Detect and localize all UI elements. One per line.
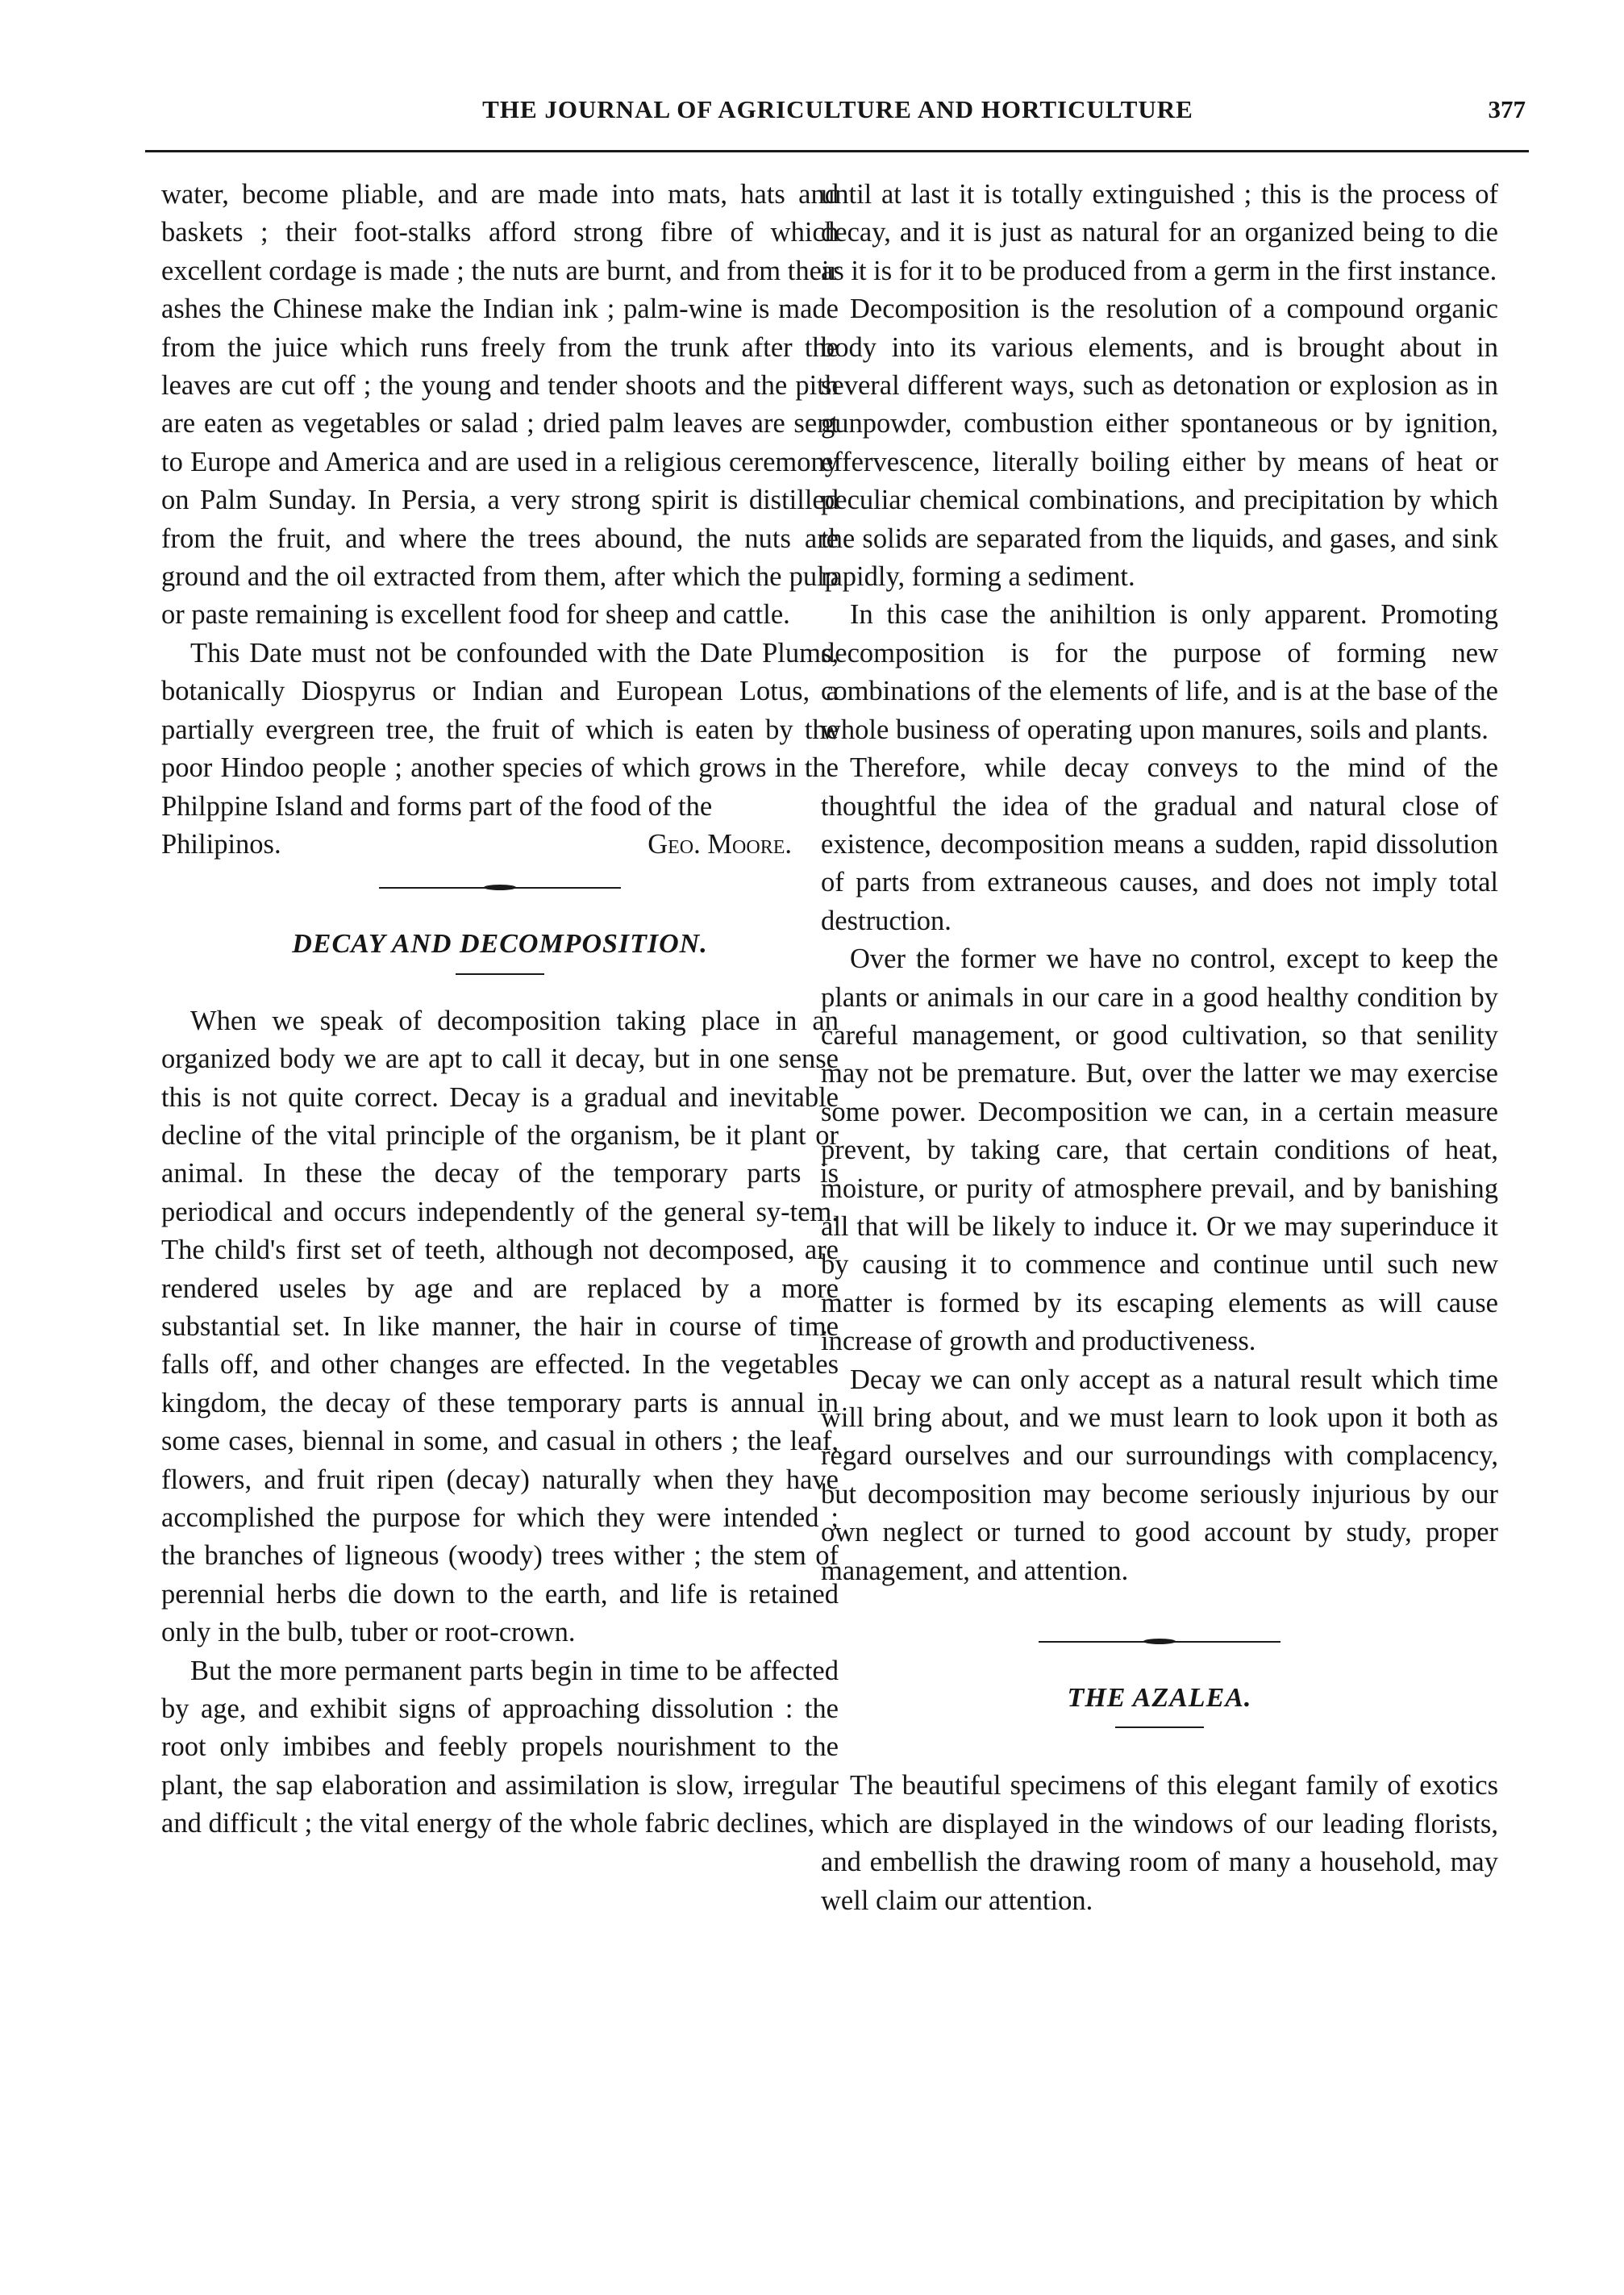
date-palm-continued-paragraph: water, become pliable, and are made into mats, hats and baskets ; their foot-stalks afford strong fibre of which excellent cordage is made ; the nuts are burnt, and from their ashes the Chinese make the Indian ink ; palm-wine is made from the juice which runs freely from the trunk after the leaves are cut off ; the young and tender shoots and the pith are eaten as vegetables or salad ; dried palm leaves are sent to Europe and America and are used in a religious ceremony on Palm Sunday. In Persia, a very strong spirit is distilled from the fruit, and where the trees abound, the nuts are ground and the oil extracted from them, after which the pulp or paste remaining is excellent food for sheep and cattle. xyxy=(161,179,839,631)
therefore-paragraph: Therefore, while decay conveys to the mind of the thoughtful the idea of the gradual and natural close of existence, decomposition means a sudden, rapid dissolution of parts from extraneous causes, and does not imply total destruction. xyxy=(821,752,1498,936)
azalea-section-title: THE AZALEA. xyxy=(1067,1683,1252,1714)
title-rule xyxy=(1115,1726,1204,1728)
section-ornament xyxy=(379,885,621,891)
natural-result-paragraph: Decay we can only accept as a natural result which time will bring about, and we must learn to look upon it both as regard ourselves and our surroundings with complacency, but decomposition may become seriously injurious by our own neglect or turned to good account by study, proper management, and attention. xyxy=(821,1364,1498,1586)
annihilation-paragraph: In this case the anihiltion is only apparent. Promoting decomposition is for the purpose of forming new combinations of the elements of life, and is at the base of the whole business of operating upon manures, soils and plants. xyxy=(821,599,1498,745)
control-paragraph: Over the former we have no control, except to keep the plants or animals in our care in a good healthy condition by careful management, or good cultivation, so that senility may not be premature. But, over the latter we may exercise some power. Decomposition we can, in a certain measure prevent, by taking care, that certain conditions of heat, moisture, or purity of atmosphere prevail, and by banishing all that will be likely to induce it. Or we may superinduce it by causing it to commence and continue until such new matter is formed by its escaping elements as will cause increase of growth and productiveness. xyxy=(821,943,1498,1357)
title-rule xyxy=(456,973,544,975)
author-signature: Geo. Moore. xyxy=(648,828,792,860)
decay-continued-paragraph: until at last it is totally extinguished ; this is the process of decay, and it is just as natural for an organized being to die as it is for it to be produced from a germ in the first instance. xyxy=(821,179,1498,286)
running-head xyxy=(150,95,1526,144)
decomposition-paragraph: Decomposition is the resolution of a compound organic body into its various elements, and is brought about in several different ways, such as detonation or explosion as in gunpowder, combustion either spontaneous or by ignition, effervescence, literally boiling either by means of heat or peculiar chemical combinations, and precipitation by which the solids are separated from the liquids, and gases, and sink rapidly, forming a sediment. xyxy=(821,294,1498,593)
date-plums-paragraph: This Date must not be confounded with the Date Plums, botanically Diospyrus or Indian and European Lotus, a partially evergreen tree, the fruit of which is eaten by the poor Hindoo people ; another species of which grows in the Philppine Island and forms part of the food of the xyxy=(161,637,839,822)
right-column xyxy=(821,176,1498,1920)
left-column xyxy=(161,176,839,1843)
signature-line xyxy=(161,826,839,864)
journal-title: THE JOURNAL OF AGRICULTURE AND HORTICULTURE xyxy=(482,95,1193,123)
page-number: 377 xyxy=(1488,95,1526,123)
decay-paragraph-2: But the more permanent parts begin in time to be affected by age, and exhibit signs of approaching dissolution : the root only imbibes and feebly propels nourishment to the plant, the sap elaboration and assimilation is slow, irregular and difficult ; the vital energy of the whole fabric declines, xyxy=(161,1655,839,1839)
signature-last-line: Philipinos. xyxy=(161,828,281,860)
decay-section-title: DECAY AND DECOMPOSITION. xyxy=(292,929,708,960)
decay-paragraph-1: When we speak of decomposition taking place in an organized body we are apt to call it decay, but in one sense this is not quite correct. Decay is a gradual and inevitable decline of the vital principle of the organism, be it plant or animal. In these the decay of the temporary parts is periodical and occurs independently of the general sy-tem. The child's first set of teeth, although not decomposed, are rendered useles by age and are replaced by a more substantial set. In like manner, the hair in course of time falls off, and other changes are effected. In the vegetables kingdom, the decay of these temporary parts is annual in some cases, biennal in some, and casual in others ; the leaf, flowers, and fruit ripen (decay) naturally when they have accomplished the purpose for which they were intended ; the branches of ligneous (woody) trees wither ; the stem of perennial herbs die down to the earth, and life is retained only in the bulb, tuber or root-crown. xyxy=(161,1005,839,1648)
azalea-paragraph: The beautiful specimens of this elegant family of exotics which are displayed in the windows of our leading florists, and embellish the drawing room of many a household, may well claim our attention. xyxy=(821,1770,1498,1916)
section-ornament xyxy=(1039,1639,1280,1645)
header-rule xyxy=(145,150,1529,152)
